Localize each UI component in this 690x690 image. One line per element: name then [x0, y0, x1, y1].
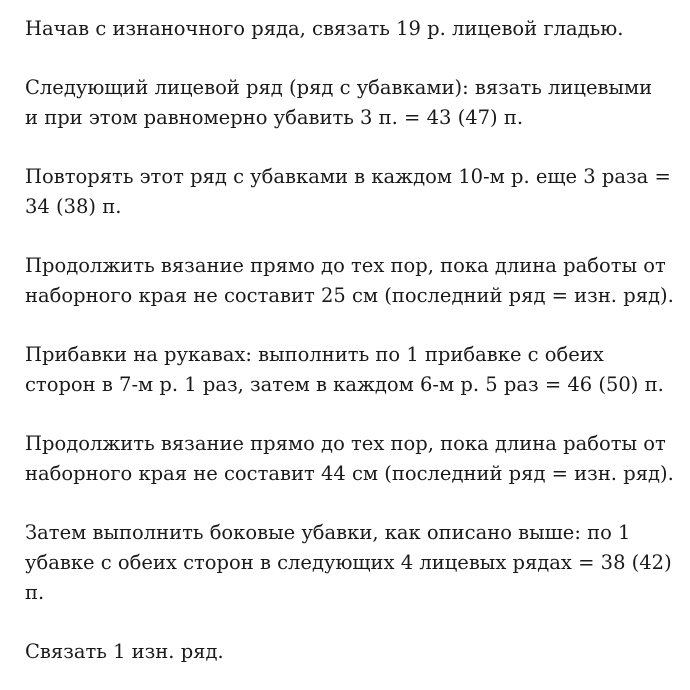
text-line: Начав с изнаночного ряда, связать 19 р. лицевой гладью. [25, 17, 624, 40]
paragraph-2 [25, 73, 675, 133]
text-line: и при этом равномерно убавить 3 п. = 43 (47) п. [25, 106, 524, 129]
text-line: Продолжить вязание прямо до тех пор, пока длина работы от [25, 254, 666, 277]
text-line: сторон в 7-м р. 1 раз, затем в каждом 6-м р. 5 раз = 46 (50) п. [25, 373, 664, 396]
text-line: убавке с обеих сторон в следующих 4 лицевых рядах = 38 (42) [25, 551, 672, 574]
paragraph-7 [25, 518, 675, 608]
text-line: Продолжить вязание прямо до тех пор, пока длина работы от [25, 432, 666, 455]
paragraph-1 [25, 14, 675, 44]
text-line: Связать 1 изн. ряд. [25, 640, 224, 663]
text-line: Следующий лицевой ряд (ряд с убавками): вязать лицевыми [25, 76, 653, 99]
paragraph-8 [25, 637, 675, 667]
paragraph-3 [25, 162, 675, 222]
text-line: наборного края не составит 44 см (последний ряд = изн. ряд). [25, 462, 674, 485]
text-line: 34 (38) п. [25, 195, 122, 218]
text-line: Прибавки на рукавах: выполнить по 1 прибавке с обеих [25, 343, 604, 366]
knitting-instructions [25, 14, 675, 667]
paragraph-5 [25, 340, 675, 400]
text-line: Повторять этот ряд с убавками в каждом 10-м р. еще 3 раза = [25, 165, 671, 188]
text-line: Затем выполнить боковые убавки, как описано выше: по 1 [25, 521, 631, 544]
paragraph-4 [25, 251, 675, 311]
text-line: наборного края не составит 25 см (последний ряд = изн. ряд). [25, 284, 674, 307]
paragraph-6 [25, 429, 675, 489]
text-line: п. [25, 581, 45, 604]
